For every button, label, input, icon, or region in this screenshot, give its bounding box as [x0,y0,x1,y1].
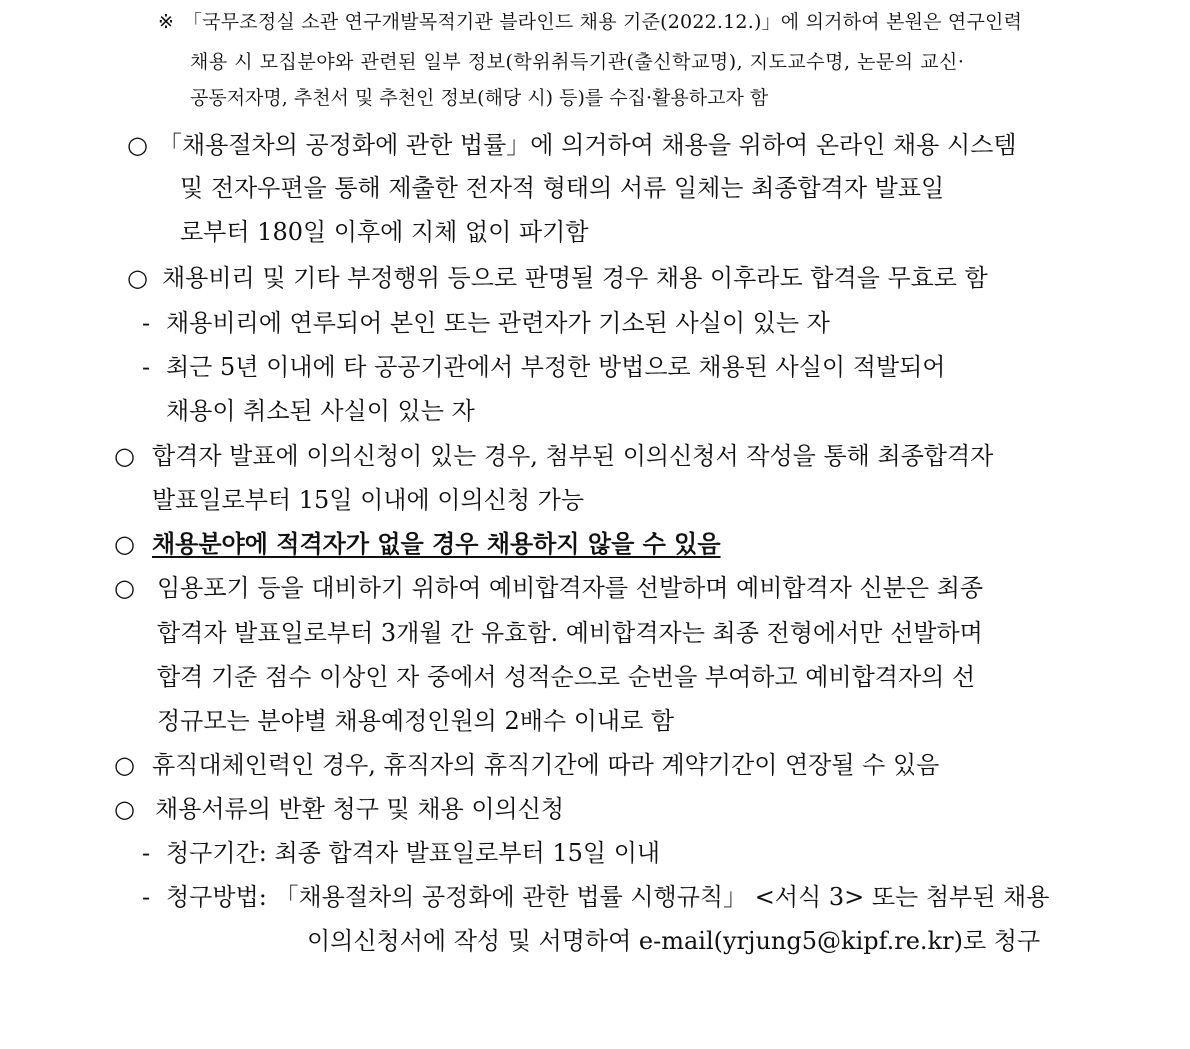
circle-bullet-icon: ○ [114,574,135,602]
paragraph-line: 채용비리 및 기타 부정행위 등으로 판명될 경우 채용 이후라도 합격을 무효로 함 [162,264,988,292]
paragraph-line: 및 전자우편을 통해 제출한 전자적 형태의 서류 일체는 최종합격자 발표일 [180,174,945,202]
notice-line: 채용 시 모집분야와 관련된 일부 정보(학위취득기관(출신학교명), 지도교수명, 논문의 교신· [190,51,965,73]
reference-mark: ※ [158,11,174,33]
circle-bullet-icon: ○ [114,530,135,558]
sub-item-line: 채용비리에 연루되어 본인 또는 관련자가 기소된 사실이 있는 자 [166,309,830,337]
circle-bullet-icon: ○ [127,131,148,159]
dash-bullet: - [142,309,151,337]
paragraph-line: 임용포기 등을 대비하기 위하여 예비합격자를 선발하며 예비합격자 신분은 최종 [157,574,984,602]
circle-bullet-icon: ○ [114,795,135,823]
notice-line: 공동저자명, 추천서 및 추천인 정보(해당 시) 등)를 수집·활용하고자 함 [190,87,769,109]
paragraph-line: 채용서류의 반환 청구 및 채용 이의신청 [155,795,565,823]
dash-bullet: - [142,353,151,381]
paragraph-line: 휴직대체인력인 경우, 휴직자의 휴직기간에 따라 계약기간이 연장될 수 있음 [152,751,940,779]
sub-item-line: 청구방법: 「채용절차의 공정화에 관한 법률 시행규칙」 <서식 3> 또는 첨부된 채용 [166,883,1050,911]
sub-item-line: 청구기간: 최종 합격자 발표일로부터 15일 이내 [166,839,661,867]
paragraph-line: 합격자 발표일로부터 3개월 간 유효함. 예비합격자는 최종 전형에서만 선발하며 [157,619,983,647]
emphasized-notice: 채용분야에 적격자가 없을 경우 채용하지 않을 수 있음 [152,529,721,558]
paragraph-line: 정규모는 분야별 채용예정인원의 2배수 이내로 함 [157,707,675,735]
dash-bullet: - [142,883,151,911]
notice-line: 「국무조정실 소관 연구개발목적기관 블라인드 채용 기준(2022.12.)」에 의거하여 본원은 연구인력 [183,11,1023,33]
circle-bullet-icon: ○ [127,264,148,292]
paragraph-line: 로부터 180일 이후에 지체 없이 파기함 [180,218,589,246]
sub-item-line: 최근 5년 이내에 타 공공기관에서 부정한 방법으로 채용된 사실이 적발되어 [166,353,946,381]
paragraph-line: 「채용절차의 공정화에 관한 법률」에 의거하여 채용을 위하여 온라인 채용 시스템 [158,131,1017,159]
paragraph-line: 합격자 발표에 이의신청이 있는 경우, 첨부된 이의신청서 작성을 통해 최종합격자 [152,442,994,470]
sub-item-line: 이의신청서에 작성 및 서명하여 e-mail(yrjung5@kipf.re.kr)로 청구 [307,927,1041,955]
circle-bullet-icon: ○ [114,442,135,470]
paragraph-line: 발표일로부터 15일 이내에 이의신청 가능 [152,486,584,514]
sub-item-line: 채용이 취소된 사실이 있는 자 [166,397,475,425]
paragraph-line: 합격 기준 점수 이상인 자 중에서 성적순으로 순번을 부여하고 예비합격자의 선 [157,663,976,691]
dash-bullet: - [142,839,151,867]
circle-bullet-icon: ○ [114,751,135,779]
